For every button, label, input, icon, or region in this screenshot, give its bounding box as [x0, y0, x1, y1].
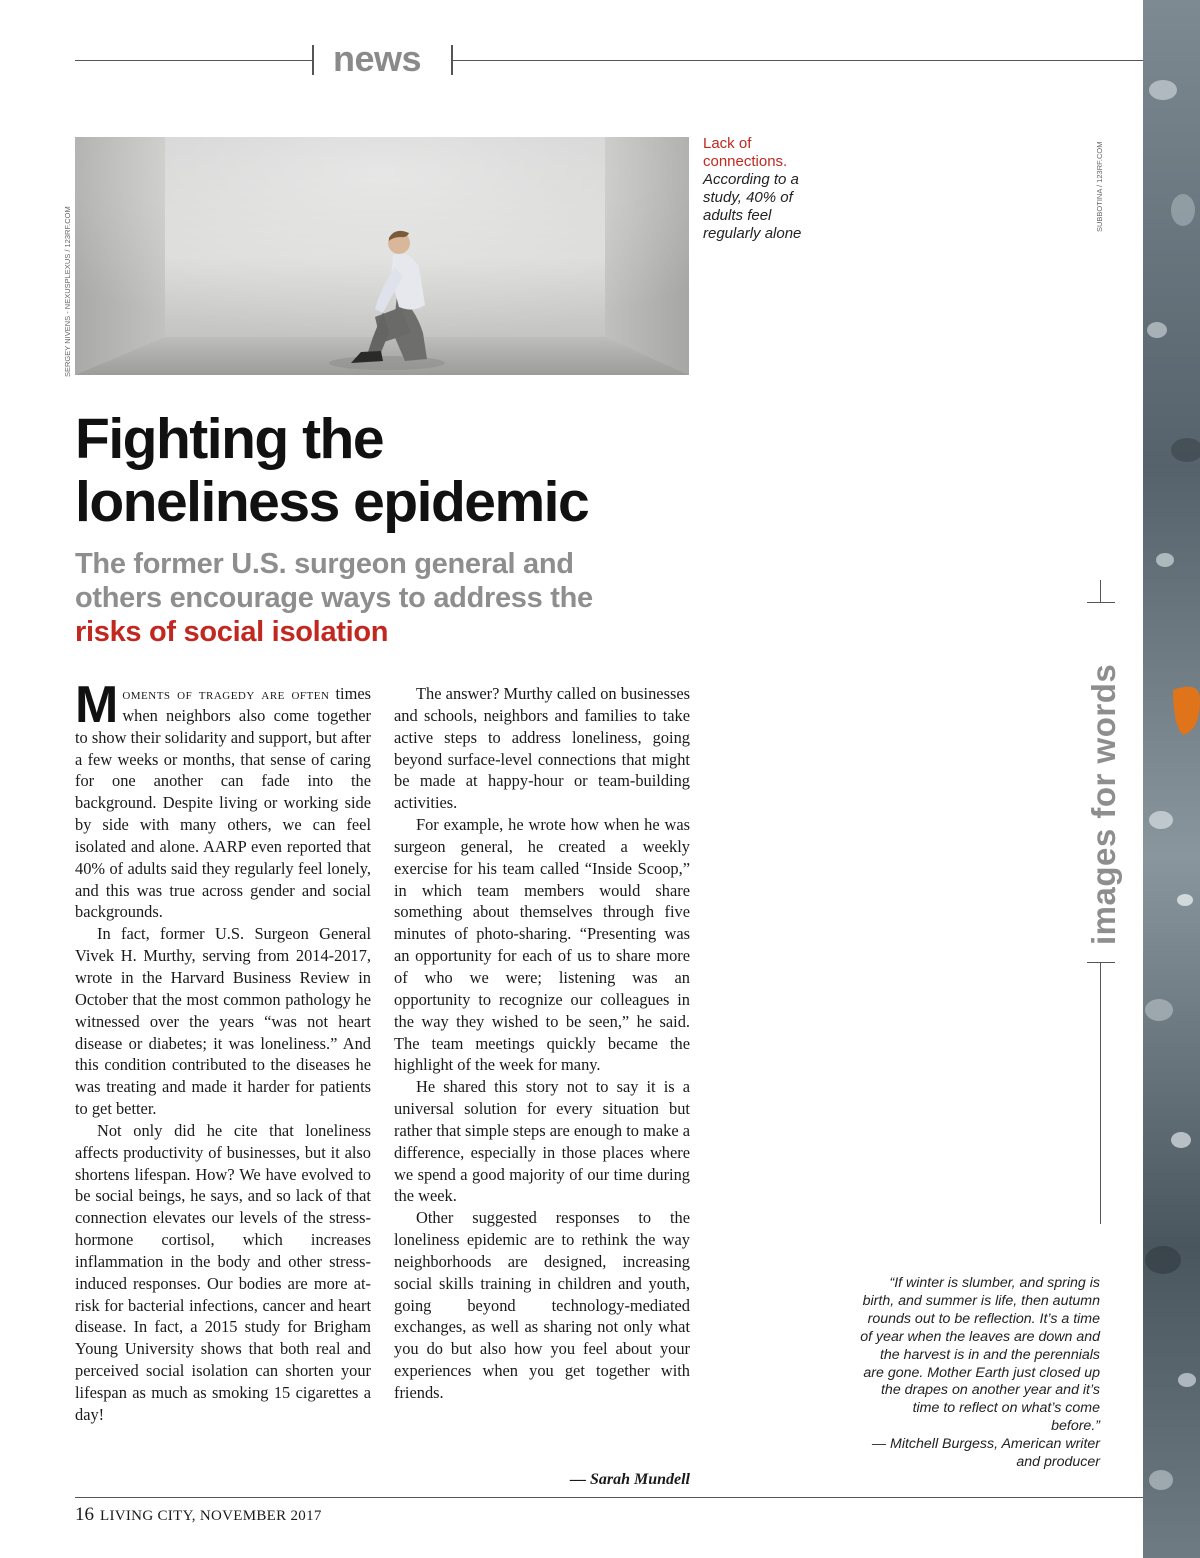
header-rule-right: [453, 60, 1143, 61]
photo-illustration: [75, 137, 689, 375]
photo-caption: [703, 135, 833, 243]
quote-text: “If winter is slumber, and spring is birth, and summer is life, then autumn rounds out to be reflection. It’s a time of year when the leaves are down and the harvest is in and the perennials are gone. Mother Earth just closed up the drapes on another year and it’s time to reflect on what’s come before.”: [860, 1275, 1100, 1435]
header-rule-left: [75, 60, 312, 61]
author-signature: — Sarah Mundell: [569, 1471, 690, 1488]
article-paragraph-7: Other suggested responses to the loneliness epidemic are to rethink the way neighborhoods are designed, increasing social skills training in children and youth, going beyond technology-mediated exchanges, as well as sharing not only what you do but also how you feel about your experiences when you get together with friends.: [394, 1208, 690, 1402]
quote-attribution: — Mitchell Burgess, American writer and producer: [871, 1436, 1100, 1471]
page-number: 16: [75, 1504, 94, 1525]
article-subhead: [75, 547, 635, 649]
article-paragraph-2: In fact, former U.S. Surgeon General Vivek H. Murthy, serving from 2014-2017, wrote in the Harvard Business Review in October that the most common pathology he witnessed over the years “was not heart disease or diabetes; it was loneliness.” And this condition contributed to the diseases he was treating and made it harder for patients to get better.: [75, 924, 371, 1119]
article-headline: [75, 408, 715, 534]
photo-credit: SERGEY NIVENS - NEXUSPLEXUS / 123RF.COM: [63, 206, 72, 377]
article-paragraph-6: He shared this story not to say it is a universal solution for every situation but rather that simple steps are enough to make a difference, especially in those places where we spend a good majority of our time during the week.: [394, 1077, 690, 1206]
publication-name: LIVING CITY, NOVEMBER 2017: [100, 1508, 322, 1524]
article-column-1: [75, 676, 372, 1426]
article-paragraph-5: For example, he wrote how when he was surgeon general, he created a weekly exercise for his team called “Inside Scoop,” in which team members would share something about themselves through five minutes of photo-sharing. “Presenting was an opportunity for each of us to share more of who we were; listening was an opportunity to recognize our colleagues in the way they wished to be seen,” he said. The team meetings quickly became the highlight of the week for many.: [394, 815, 690, 1075]
paragraph-1-rest: times when neighbors also come together to show their solidarity and support, but after a few weeks or months, that sense of caring for one another can fade into the background. Despite living or working side by side with many others, we can feel isolated and alone. AARP even reported that 40% of adults said they regularly feel lonely, and this was true across gender and social backgrounds.: [75, 684, 372, 922]
sidebar-rule-bottom: [1100, 962, 1101, 1224]
droplets-illustration: [1143, 0, 1200, 1558]
sidebar-tick-top: [1087, 602, 1115, 603]
side-photo-credit: SUBBOTINA / 123RF.COM: [1095, 141, 1104, 232]
article-column-2: [394, 683, 690, 1404]
opening-smallcaps: oments of tragedy are often: [122, 684, 330, 703]
sidebar-quote: [860, 1275, 1100, 1472]
folio: [75, 1504, 322, 1526]
subhead-main: The former U.S. surgeon general and others encourage ways to address the: [75, 548, 593, 614]
caption-body: According to a study, 40% of adults feel regularly alone: [703, 171, 802, 242]
side-strip-photo: [1143, 0, 1200, 1558]
header-tick-left: [312, 45, 314, 75]
article-paragraph-4: The answer? Murthy called on businesses and schools, neighbors and families to take active steps to address loneliness, going beyond surface-level connections that might be made at happy-hour or team-building activities.: [394, 684, 690, 813]
sidebar-tick-bottom: [1087, 962, 1115, 963]
section-label: news: [333, 38, 422, 79]
sidebar-label: images for words: [1085, 663, 1122, 945]
article-photo: [75, 137, 689, 375]
article-paragraph-3: Not only did he cite that loneliness affects productivity of businesses, but it also shortens lifespan. How? We have evolved to be social beings, he says, and so lack of that connection elevates our levels of the stress-hormone cortisol, which increases inflammation in the body and other stress-induced responses. Our bodies are more at-risk for bacterial infections, cancer and heart disease. In fact, a 2015 study for Brigham Young University shows that both real and perceived social isolation can shorten your lifespan as much as smoking 15 cigarettes a day!: [75, 1120, 371, 1424]
footer-rule: [75, 1497, 1143, 1498]
article-paragraph-1: [75, 676, 372, 923]
headline-line-2: loneliness epidemic: [75, 470, 589, 534]
caption-lead: Lack of connections.: [703, 135, 788, 170]
headline-line-1: Fighting the: [75, 407, 384, 471]
dropcap: M: [75, 676, 119, 734]
subhead-highlight: risks of social isolation: [75, 616, 389, 648]
sidebar-rule-top: [1100, 580, 1101, 602]
